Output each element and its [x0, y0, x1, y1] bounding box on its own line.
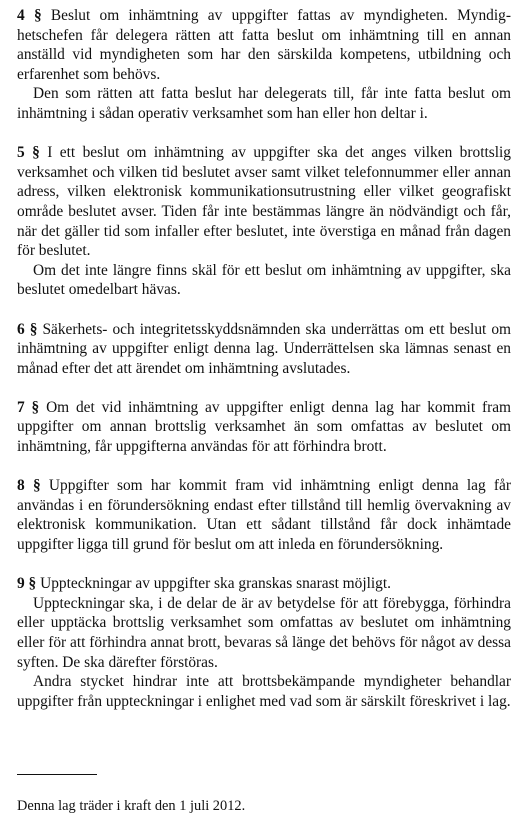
- section-9-number: 9 §: [17, 575, 37, 593]
- footnote-text: Denna lag träder i kraft den 1 juli 2012.: [17, 798, 246, 814]
- section-5: [17, 143, 511, 300]
- section-5-paragraph-1: [17, 143, 511, 261]
- section-5-paragraph-2: Om det inte längre finns skäl för ett beslut om inhämtning av uppgifter, ska beslutet omedelbart hävas.: [17, 261, 511, 299]
- section-4: [17, 6, 511, 124]
- section-4-text-1: Beslut om inhämtning av uppgifter fattas av myndigheten. Myndighetschefen får delegera rätten att fatta beslut om inhämtning till en annan anställd vid myndigheten som har den särskilda kompetens, utbildning och erfarenhet som behövs.: [17, 7, 511, 83]
- section-4-number: 4 §: [17, 7, 42, 24]
- section-9-text-1: Uppteckningar av uppgifter ska granskas snarast möjligt.: [36, 575, 392, 593]
- section-8: [17, 476, 511, 554]
- section-9-paragraph-1: [17, 574, 511, 594]
- section-8-number: 8 §: [17, 477, 41, 495]
- section-4-paragraph-2: Den som rätten att fatta beslut har delegerats till, får inte fatta beslut om inhämtning i sådan operativ verksamhet som han eller hon deltar i.: [17, 85, 511, 122]
- section-9-paragraph-3: Andra stycket hindrar inte att brottsbekämpande myndigheter behandlar uppgifter från uppteckningar i enlighet med vad som är särskilt föreskrivet i lag.: [17, 673, 511, 710]
- section-6: [17, 320, 511, 379]
- section-8-paragraph-1: [17, 476, 511, 554]
- section-7-paragraph-1: [17, 398, 511, 457]
- section-6-text-1: Säkerhets- och integritetsskyddsnämnden ska underrättas om ett beslut om inhämtning av uppgifter enligt denna lag. Underrättelsen ska lämnas senast en månad efter det att ärendet om inhämtning avslutades.: [17, 320, 511, 377]
- law-text: [17, 6, 511, 711]
- section-7: [17, 398, 511, 457]
- section-4-paragraph-1: [17, 6, 511, 84]
- section-5-number: 5 §: [17, 144, 40, 162]
- section-9-paragraph-2: Uppteckningar ska, i de delar de är av betydelse för att förebygga, förhindra eller upptäcka brottslig verksamhet som omfattas av beslutet om inhämtning eller för att förhindra annat brott, bevaras så länge det behövs för något av dessa syften. De ska därefter förstöras.: [17, 594, 511, 671]
- section-7-number: 7 §: [17, 398, 40, 416]
- section-8-text-1: Uppgifter som har kommit fram vid inhämtning enligt denna lag får användas i en förundersökning endast efter tillstånd till hemlig övervakning av elektronisk kommunikation. Utan ett sådant tillstånd får dock inhämtade uppgifter ligga till grund för beslut om att inleda en förundersökning.: [17, 477, 511, 554]
- section-7-text-1: Om det vid inhämtning av uppgifter enligt denna lag har kommit fram uppgifter om annan brottslig verksamhet än som omfattas av beslutet om inhämtning, får uppgifterna användas för att förhindra brott.: [17, 398, 511, 456]
- section-9: [17, 574, 511, 711]
- section-5-text-1: I ett beslut om inhämtning av uppgifter ska det anges vilken brottslig verksamhet och vilken tid beslutet avser samt vilket telefonnummer eller annan adress, vilken elektronisk kommunikationsutrustning eller vilket geografiskt område beslutet avser. Tiden får inte bestämmas längre än nödvändigt och får, när det gäller tid som infaller efter beslutet, inte överstiga en månad från dagen för beslutet.: [17, 144, 511, 260]
- section-6-paragraph-1: [17, 320, 511, 379]
- section-6-number: 6 §: [17, 320, 38, 338]
- footnote-divider: [17, 774, 97, 775]
